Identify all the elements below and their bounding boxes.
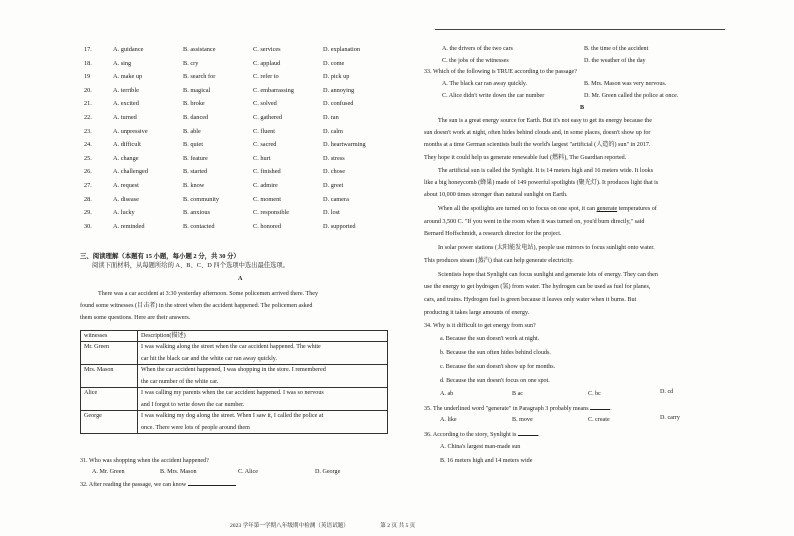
option-b: B. know: [183, 182, 205, 189]
option-d: D. pick up: [323, 73, 350, 81]
passage-a-line-3: them some questions. Here are their answers.: [80, 315, 191, 321]
question-number: 19: [84, 73, 91, 81]
passage-b-line: months at a time German scientists built the world's largest "artificial (人造的) sun" in 2017.: [424, 142, 651, 148]
option-c: C. fluent: [253, 127, 276, 135]
question-number: 23.: [84, 127, 92, 135]
footer-title: 2023 学年第一学期八年级期中检测（英语试题）: [230, 523, 349, 529]
passage-b-line: When all the spotlights are turned on to focus on one spot, it can generate temperatures of: [438, 206, 657, 212]
passage-b-line: Bernard Hoffschmidt, a research director for the project.: [424, 231, 562, 237]
q35-option-b: B. move: [512, 417, 533, 423]
option-d: D. heartwarming: [323, 141, 366, 149]
question-number: 18.: [84, 59, 92, 67]
passage-b-line: around 3,500 C. "If you went in the room when it was turned on, you'd burn directly," said: [424, 219, 645, 225]
passage-b-label: B: [580, 105, 585, 111]
table-header-witnesses: witnesses: [81, 331, 138, 342]
option-c: C. hurt: [253, 154, 271, 162]
description-line: When the car accident happened, I was shopping in the store. I remembered: [141, 367, 326, 373]
option-d: D. camera: [323, 195, 349, 203]
option-a: A. excited: [113, 100, 139, 108]
option-b: B. search for: [183, 73, 216, 81]
description-line: I was calling my parents when the car accident happened. I was so nervous: [141, 390, 324, 396]
option-c: C. applaud: [253, 59, 281, 67]
passage-a-line-2: found some witnesses (目击者) in the street when the accident happened. The policemen asked: [80, 303, 313, 309]
q35-option-d: D. carry: [660, 415, 680, 421]
question-number: 24.: [84, 141, 92, 149]
footer-page: 第 2 页 共 5 页: [380, 523, 416, 529]
witness-description: [138, 342, 388, 365]
q32-stem: [80, 479, 236, 489]
witness-table: [80, 330, 388, 434]
q33-option-b: B. Mrs. Mason was very nervous.: [584, 81, 667, 87]
q34-statement-a: a. Because the sun doesn't work at night.: [440, 336, 540, 342]
q33-option-d: D. Mr. Green called the police at once.: [584, 93, 679, 99]
q32-option-a: A. the drivers of the two cars: [442, 46, 513, 52]
witness-name: Alice: [81, 388, 138, 411]
question-number: 22.: [84, 114, 92, 121]
witness-name: Mr. Green: [81, 342, 138, 365]
option-c: C. moment: [253, 195, 281, 203]
q33-stem: 33. Which of the following is TRUE according to the passage?: [424, 69, 577, 75]
q36-option-a: A. China's largest man-made sun: [440, 444, 521, 450]
passage-b-line: producing it takes large amounts of energy.: [424, 310, 530, 316]
description-line: the car number of the white car.: [141, 379, 219, 385]
passage-b-line: about 10,000 times stronger than natural sunlight on Earth.: [424, 192, 568, 198]
question-number: 26.: [84, 168, 92, 176]
option-b: B. cry: [183, 59, 199, 67]
description-line: I was walking my dog along the street. When I saw it, I called the police at: [141, 413, 324, 419]
description-line: car hit the black car and the white car ran away quickly.: [141, 356, 277, 362]
top-rule: [435, 29, 725, 30]
option-b: B. able: [183, 127, 201, 135]
q34-stem: 34. Why is it difficult to get energy from sun?: [424, 323, 536, 329]
q35-stem: 35. The underlined word "generate" in Paragraph 3 probably means .: [424, 403, 612, 413]
option-b: B. danced: [183, 114, 209, 121]
passage-a-label: A: [238, 276, 243, 282]
option-a: A. request: [113, 182, 139, 189]
option-d: D. lost: [323, 209, 340, 217]
q35-option-a: A. like: [440, 417, 457, 423]
page-footer: [230, 521, 730, 529]
passage-b-line: sun doesn't work at night, often hides behind clouds and, in some places, doesn't show up for: [424, 130, 651, 136]
option-c: C. admire: [253, 182, 278, 189]
passage-b-line: cars, and trains. Hydrogen fuel is green because it leaves only water when it burns. But: [424, 297, 637, 303]
q31-option-a: A. Mr. Green: [92, 469, 125, 475]
passage-b-line: like a big honeycomb (蜂巢) made of 149 powerful spotlights (聚光灯). It produces light that is: [424, 180, 659, 186]
passage-b-line: Scientists hope that Synlight can focus sunlight and generate lots of energy. They can then: [438, 272, 658, 278]
witness-name: George: [81, 411, 138, 434]
option-b: B. broke: [183, 100, 205, 108]
option-a: A. sing: [113, 59, 132, 67]
option-c: C. solved: [253, 100, 277, 108]
q36-stem-text: 36. According to the story, Synlight is: [424, 432, 517, 438]
q32-option-d: D. the weather of the day: [584, 58, 646, 64]
table-row: [81, 365, 388, 388]
q35-stem-text: 35. The underlined word "generate" in Paragraph 3 probably means: [424, 406, 589, 412]
q32-option-b: B. the time of the accident: [584, 46, 649, 52]
description-line: and I forgot to write down the car number.: [141, 402, 245, 408]
option-b: B. anxious: [183, 209, 210, 217]
q34-option-a: A. ab: [440, 391, 454, 397]
option-d: D. stress: [323, 154, 345, 162]
option-a: A. turned: [113, 114, 137, 121]
table-row: [81, 342, 388, 365]
q34-statement-b: b. Because the sun often hides behind clouds.: [440, 350, 551, 356]
table-header-description: Description(描述): [138, 331, 388, 342]
q32-option-c: C. the jobs of the witnesses: [442, 58, 509, 64]
passage-b-line: This produces steam (蒸汽) that can help generate electricity.: [424, 258, 574, 264]
option-c: C. refer to: [253, 73, 279, 81]
question-number: 17.: [84, 46, 92, 53]
answer-blank: [590, 403, 610, 410]
description-line: once. There were lots of people around them: [141, 425, 250, 431]
question-number: 30.: [84, 222, 92, 230]
option-d: D. come: [323, 59, 345, 67]
section-3-title: 三、阅读理解（本题有 15 小题，每小题 2 分，共 30 分）: [80, 253, 240, 260]
answer-blank: [518, 429, 538, 436]
q31-option-b: B. Mrs. Mason: [160, 469, 197, 475]
q33-option-c: C. Alice didn't write down the car number: [442, 93, 545, 99]
option-a: A. guidance: [113, 46, 144, 53]
q33-option-a: A. The black car ran away quickly.: [442, 81, 528, 87]
q34-option-d: D. cd: [660, 389, 674, 395]
table-row: [81, 411, 388, 434]
passage-b-line: They hope it could help us generate renewable fuel (燃料), The Guardian reported.: [424, 155, 627, 161]
option-d: D. chose: [323, 168, 346, 176]
q36-stem: 36. According to the story, Synlight is .: [424, 429, 539, 439]
question-number: 21.: [84, 100, 92, 108]
option-c: C. sacred: [253, 141, 277, 149]
option-b: B. feature: [183, 154, 208, 162]
passage-b-line: The sun is a great energy source for Earth. But it's not easy to get its energy because the: [438, 118, 652, 124]
question-number: 28.: [84, 195, 92, 203]
q34-option-c: C. bc: [588, 391, 601, 397]
option-c: C. embarrassing: [253, 86, 294, 94]
section-3-instruction: 阅读下面材料，从每题所给的 A、B、C、D 四个选项中选出最佳选项。: [92, 262, 289, 269]
table-row: [81, 388, 388, 411]
answer-blank: [188, 479, 236, 486]
description-line: I was walking along the street when the car accident happened. The white: [141, 344, 321, 350]
passage-b-line: The artificial sun is called the Synlight. It is 14 meters high and 16 meters wide. It looks: [438, 168, 654, 174]
option-d: D. ran: [323, 114, 339, 121]
question-number: 20.: [84, 86, 92, 94]
q34-statement-c: c. Because the sun doesn't show up for months.: [440, 364, 556, 370]
question-number: 29.: [84, 209, 92, 217]
option-d: D. confused: [323, 100, 354, 108]
option-a: A. terrible: [113, 86, 139, 94]
option-d: D. annoying: [323, 86, 355, 94]
option-d: D. explanation: [323, 46, 361, 53]
witness-description: [138, 365, 388, 388]
witness-name: Mrs. Mason: [81, 365, 138, 388]
q34-statement-d: d. Because the sun doesn't focus on one spot.: [440, 378, 550, 384]
option-b: B. started: [183, 168, 208, 176]
option-b: B. magical: [183, 86, 211, 94]
q32-stem-text: 32. After reading the passage, we can know: [80, 482, 187, 488]
table-header-row: [81, 331, 388, 342]
witness-description: [138, 411, 388, 434]
option-b: B. community: [183, 195, 220, 203]
option-a: A. lucky: [113, 209, 135, 217]
q31-option-d: D. George: [315, 469, 341, 475]
q35-option-c: C. create: [588, 417, 610, 423]
option-c: C. services: [253, 46, 281, 53]
q34-option-b: B ac: [512, 391, 523, 397]
option-a: A. unpressive: [113, 127, 148, 135]
option-a: A. reminded: [113, 222, 145, 230]
option-a: A. difficult: [113, 141, 141, 149]
passage-b-line: use the energy to get hydrogen (氢) from water. The hydrogen can be used as fuel for planes,: [424, 284, 651, 290]
option-d: D. calm: [323, 127, 343, 135]
option-c: C. gathered: [253, 114, 283, 121]
option-b: B. assistance: [183, 46, 216, 53]
option-c: C. honored: [253, 222, 281, 230]
option-b: B. contacted: [183, 222, 215, 230]
q36-option-b: B. 16 meters high and 14 meters wide: [440, 458, 533, 464]
option-d: D. supported: [323, 222, 356, 230]
option-d: D. greet: [323, 182, 344, 189]
underlined-word: generate: [596, 206, 618, 212]
witness-description: [138, 388, 388, 411]
option-a: A. make up: [113, 73, 143, 81]
q31-stem: 31. Who was shopping when the accident happened?: [80, 458, 209, 464]
passage-a-line-1: There was a car accident at 3:30 yesterday afternoon. Some policemen arrived there. They: [98, 291, 319, 297]
passage-b-line: In solar power stations (太阳能发电站), people use mirrors to focus sunlight onto water.: [438, 245, 655, 251]
option-a: A. challenged: [113, 168, 148, 176]
question-number: 25.: [84, 154, 92, 162]
option-c: C. responsible: [253, 209, 290, 217]
option-a: A. disease: [113, 195, 139, 203]
option-c: C. finished: [253, 168, 281, 176]
q31-option-c: C. Alice: [238, 469, 258, 475]
question-number: 27.: [84, 182, 92, 189]
option-b: B. quiet: [183, 141, 203, 149]
option-a: A. change: [113, 154, 139, 162]
